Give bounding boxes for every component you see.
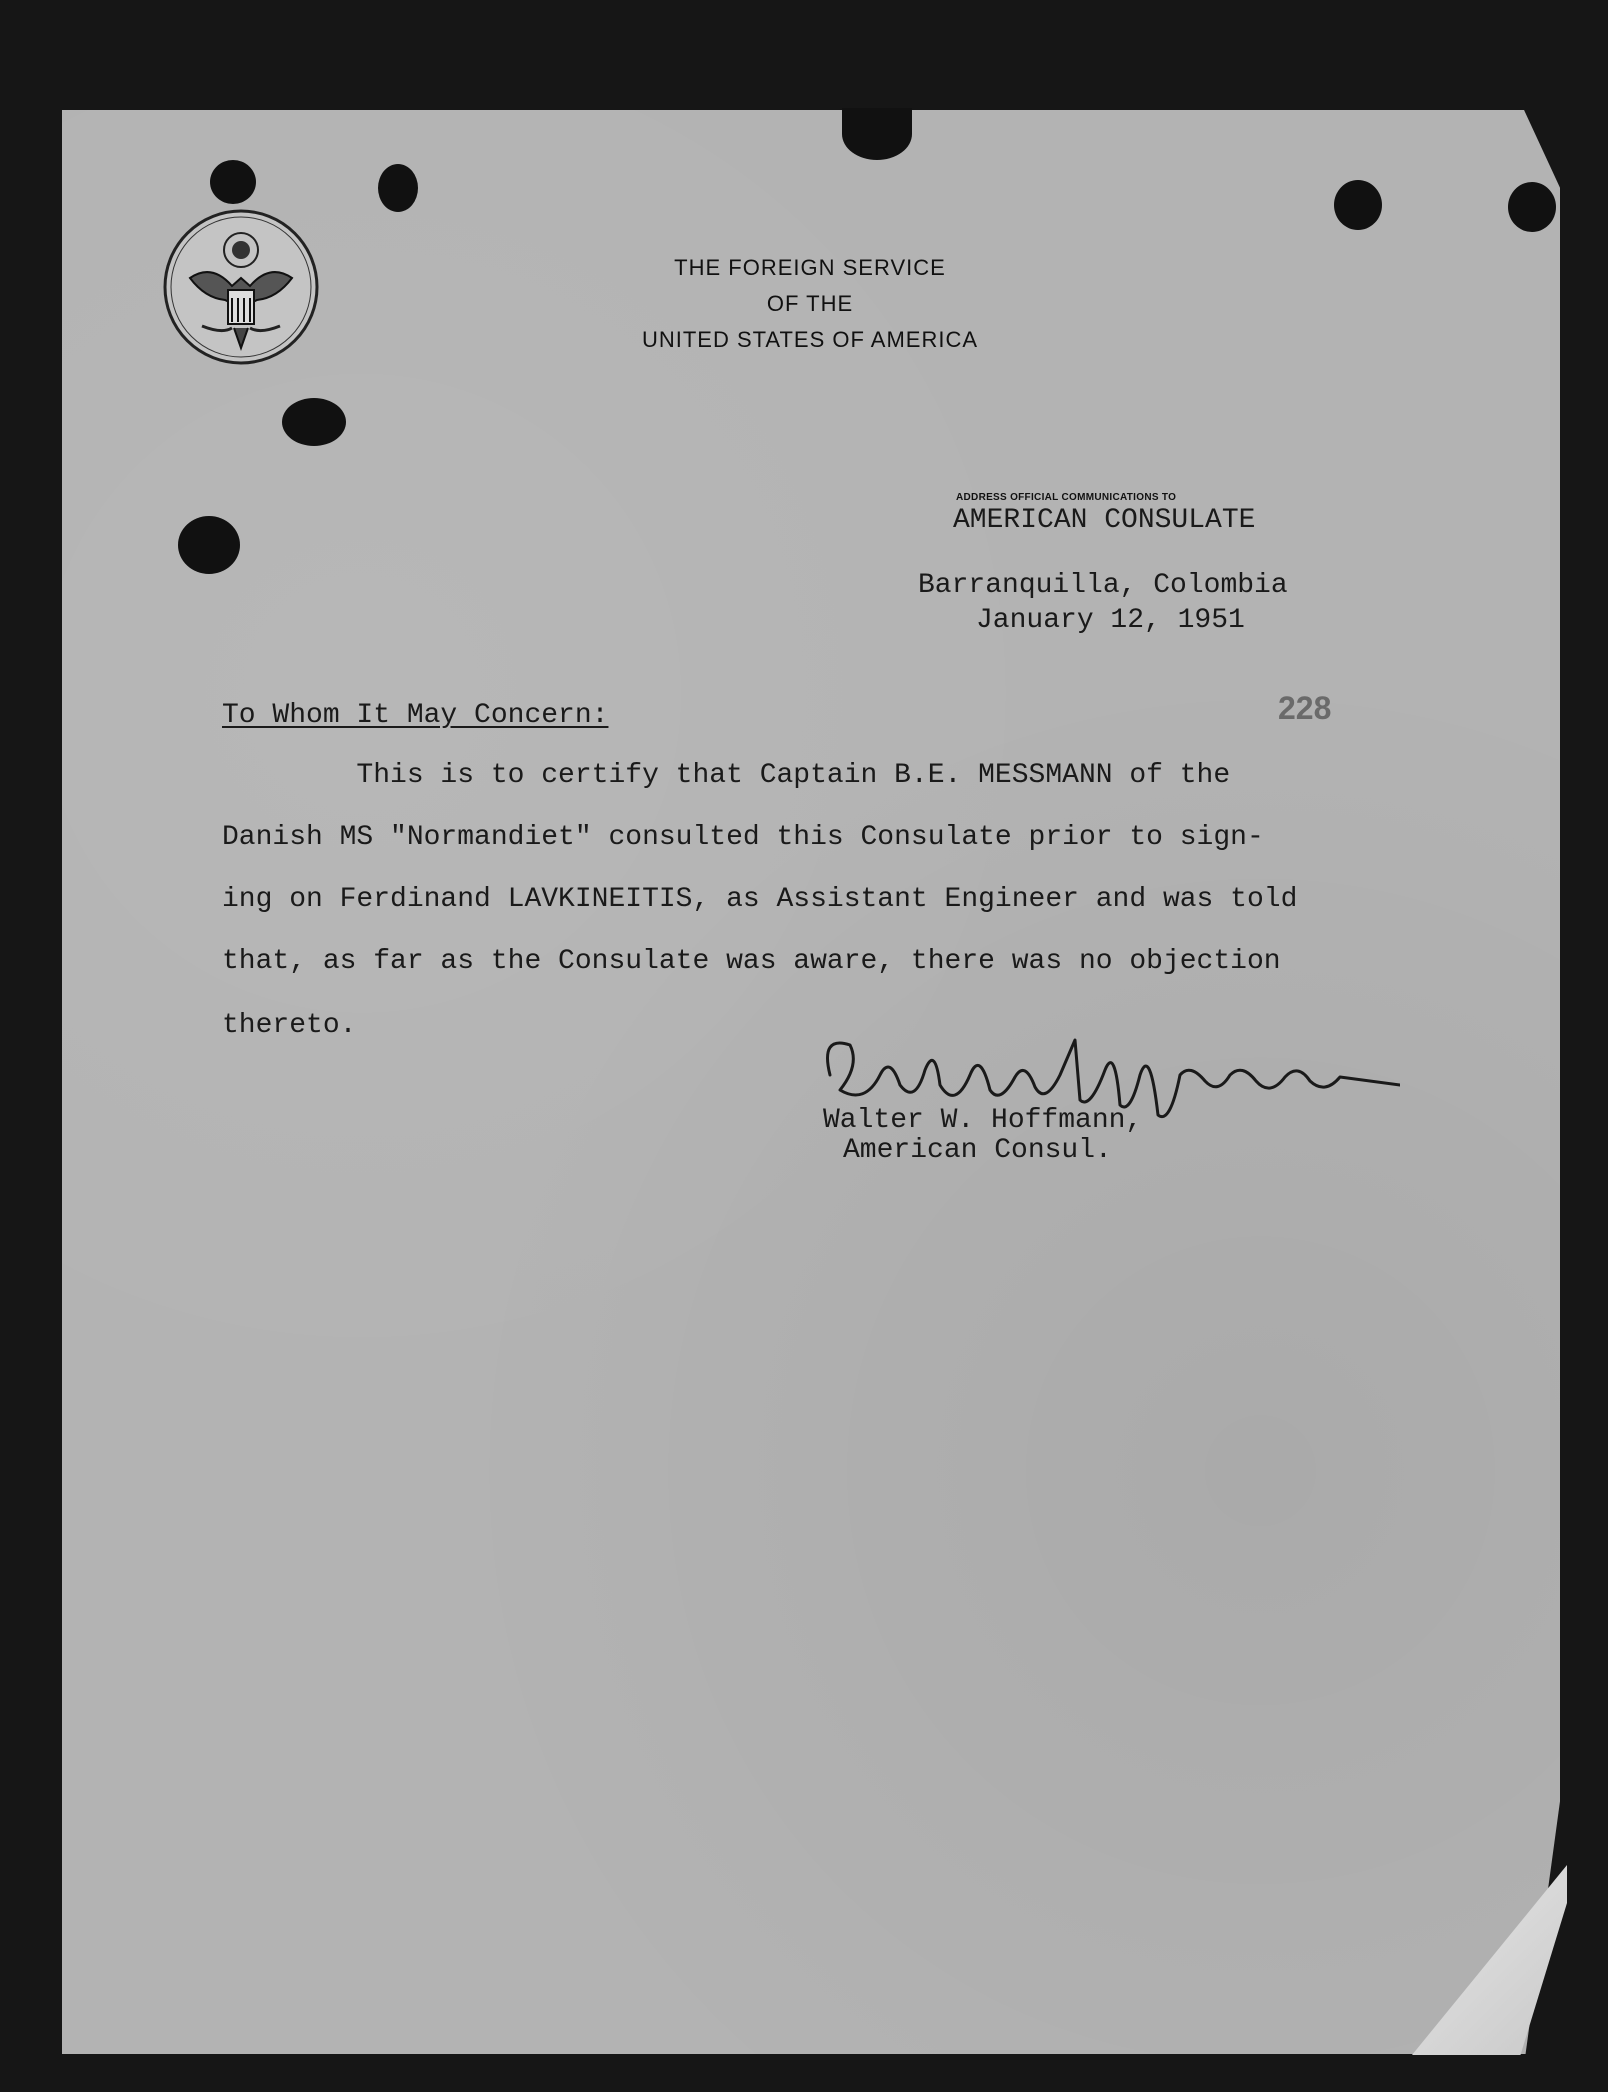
signatory-name: Walter W. Hoffmann, <box>823 1105 1143 1136</box>
punch-hole <box>1508 182 1556 232</box>
salutation: To Whom It May Concern: <box>222 700 609 731</box>
punch-hole <box>842 108 912 160</box>
address-note: ADDRESS OFFICIAL COMMUNICATIONS TO <box>956 492 1177 503</box>
body-line: that, as far as the Consulate was aware, there was no objection <box>222 946 1281 977</box>
punch-hole <box>210 160 256 204</box>
punch-hole <box>378 164 418 212</box>
signatory-title: American Consul. <box>843 1135 1112 1166</box>
letterhead-line: THE FOREIGN SERVICE <box>674 255 946 280</box>
consulate-name: AMERICAN CONSULATE <box>953 505 1256 536</box>
letter-date: January 12, 1951 <box>976 605 1245 636</box>
great-seal-eagle-icon <box>162 208 320 366</box>
body-line: thereto. <box>222 1010 357 1041</box>
punch-hole <box>178 516 240 574</box>
body-line: Danish MS "Normandiet" consulted this Consulate prior to sign- <box>222 822 1264 853</box>
punch-hole <box>1334 180 1382 230</box>
letterhead-line: UNITED STATES OF AMERICA <box>641 327 979 352</box>
place: Barranquilla, Colombia <box>918 570 1288 601</box>
body-line: This is to certify that Captain B.E. MESSMANN of the <box>222 760 1231 791</box>
document-number-stamp: 228 <box>1278 690 1332 726</box>
letterhead <box>580 250 1040 358</box>
punch-hole <box>282 398 346 446</box>
body-line: ing on Ferdinand LAVKINEITIS, as Assistant Engineer and was told <box>222 884 1298 915</box>
letterhead-line: OF THE <box>766 291 854 316</box>
